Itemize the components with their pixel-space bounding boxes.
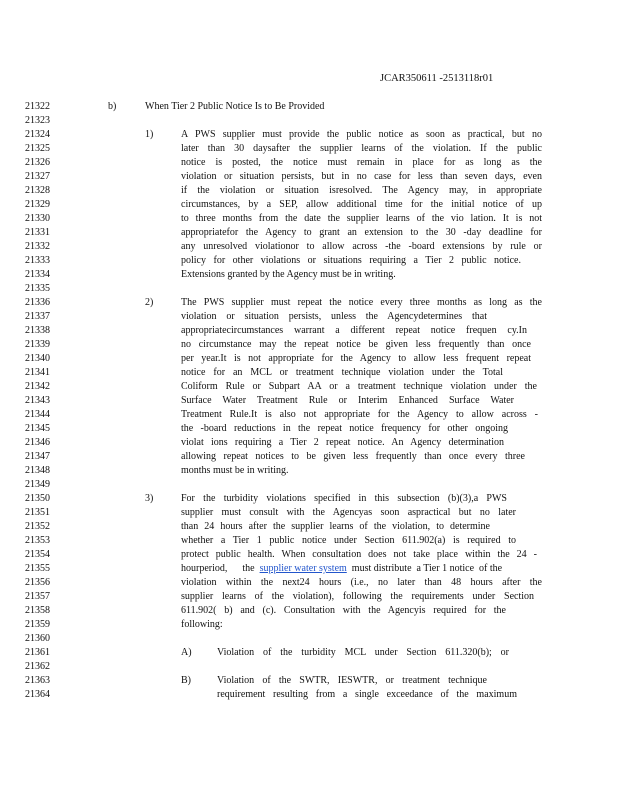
paragraph-line: following: bbox=[181, 619, 223, 630]
line-number: 21347 bbox=[25, 451, 50, 462]
paragraph-line: violat ions requiring a Tier 2 repeat notice. An Agency determination bbox=[181, 437, 504, 448]
line-number: 21329 bbox=[25, 199, 50, 210]
line-number: 21350 bbox=[25, 493, 50, 504]
paragraph-line: Treatment Rule.It is also not appropriate for the Agency to allow across - bbox=[181, 409, 538, 420]
line-number: 21323 bbox=[25, 115, 50, 126]
line-number: 21356 bbox=[25, 577, 50, 588]
paragraph-line: months must be in writing. bbox=[181, 465, 289, 476]
line-number: 21348 bbox=[25, 465, 50, 476]
paragraph-line: policy for other violations or situations requiring a Tier 2 public notice. bbox=[181, 255, 521, 266]
line-number: 21328 bbox=[25, 185, 50, 196]
document-id-header: JCAR350611 -2513118r01 bbox=[380, 73, 494, 84]
paragraph-line: the -board reductions in the repeat notice frequency for other ongoing bbox=[181, 423, 508, 434]
paragraph-line: Violation of the SWTR, IESWTR, or treatment technique bbox=[217, 675, 487, 686]
line-number: 21357 bbox=[25, 591, 50, 602]
line-number: 21355 bbox=[25, 563, 50, 574]
line-number: 21351 bbox=[25, 507, 50, 518]
paragraph-line: violation or situation persists, unless the Agencydetermines that bbox=[181, 311, 487, 322]
paragraph-line: than 24 hours after the supplier learns of the violation, to determine bbox=[181, 521, 490, 532]
subitem-number: B) bbox=[181, 675, 191, 686]
paragraph-line: A PWS supplier must provide the public notice as soon as practical, but no bbox=[181, 129, 542, 140]
paragraph-line: violation within the next24 hours (i.e., no later than 48 hours after the bbox=[181, 577, 542, 588]
paragraph-line bbox=[181, 563, 542, 575]
paragraph-line: per year.It is not appropriate for the Agency to allow less frequent repeat bbox=[181, 353, 531, 364]
line-number: 21361 bbox=[25, 647, 50, 658]
line-number: 21332 bbox=[25, 241, 50, 252]
line-number: 21322 bbox=[25, 101, 50, 112]
paragraph-line: no circumstance may the repeat notice be given less frequently than once bbox=[181, 339, 531, 350]
line-number: 21352 bbox=[25, 521, 50, 532]
paragraph-line: requirement resulting from a single exceedance of the maximum bbox=[217, 689, 517, 700]
line-number: 21327 bbox=[25, 171, 50, 182]
section-heading: When Tier 2 Public Notice Is to Be Provided bbox=[145, 101, 325, 112]
line-number: 21335 bbox=[25, 283, 50, 294]
line-number: 21337 bbox=[25, 311, 50, 322]
line-number: 21344 bbox=[25, 409, 50, 420]
paragraph-line: notice for an MCL or treatment technique violation under the Total bbox=[181, 367, 503, 378]
paragraph-line: Extensions granted by the Agency must be in writing. bbox=[181, 269, 396, 280]
line-number: 21342 bbox=[25, 381, 50, 392]
line-number: 21349 bbox=[25, 479, 50, 490]
paragraph-line: circumstances, by a SEP, allow additional time for the initial notice of up bbox=[181, 199, 542, 210]
line-number: 21360 bbox=[25, 633, 50, 644]
paragraph-line: 611.902( b) and (c). Consultation with the Agencyis required for the bbox=[181, 605, 506, 616]
paragraph-line: to three months from the date the supplier learns of the vio lation. It is not bbox=[181, 213, 542, 224]
line-number: 21340 bbox=[25, 353, 50, 364]
line-segment: must distribute a Tier 1 notice of the bbox=[346, 563, 503, 574]
item-number: 2) bbox=[145, 297, 154, 308]
line-segment: hourperiod, the bbox=[181, 563, 260, 574]
paragraph-line: whether a Tier 1 public notice under Section 611.902(a) is required to bbox=[181, 535, 516, 546]
item-number: 1) bbox=[145, 129, 154, 140]
line-number: 21325 bbox=[25, 143, 50, 154]
line-number: 21336 bbox=[25, 297, 50, 308]
line-number: 21326 bbox=[25, 157, 50, 168]
paragraph-line: notice is posted, the notice must remain in place for as long as the bbox=[181, 157, 542, 168]
line-number: 21353 bbox=[25, 535, 50, 546]
line-number: 21324 bbox=[25, 129, 50, 140]
paragraph-line: any unresolved violationor to allow across -the -board extensions by rule or bbox=[181, 241, 542, 252]
paragraph-line: protect public health. When consultation does not take place within the 24 - bbox=[181, 549, 537, 560]
section-label: b) bbox=[108, 101, 117, 112]
paragraph-line: allowing repeat notices to be given less frequently than once every three bbox=[181, 451, 525, 462]
line-number: 21331 bbox=[25, 227, 50, 238]
paragraph-line: appropriatecircumstances warrant a different repeat notice frequen cy.In bbox=[181, 325, 527, 336]
line-number: 21358 bbox=[25, 605, 50, 616]
line-number: 21330 bbox=[25, 213, 50, 224]
line-number: 21334 bbox=[25, 269, 50, 280]
paragraph-line: later than 30 daysafter the supplier learns of the violation. If the public bbox=[181, 143, 542, 154]
paragraph-line: The PWS supplier must repeat the notice every three months as long as the bbox=[181, 297, 542, 308]
paragraph-line: supplier learns of the violation), following the requirements under Section bbox=[181, 591, 534, 602]
line-number: 21359 bbox=[25, 619, 50, 630]
line-number: 21339 bbox=[25, 339, 50, 350]
paragraph-line: For the turbidity violations specified in this subsection (b)(3),a PWS bbox=[181, 493, 507, 504]
line-number: 21343 bbox=[25, 395, 50, 406]
item-number: 3) bbox=[145, 493, 154, 504]
line-number: 21338 bbox=[25, 325, 50, 336]
line-number: 21354 bbox=[25, 549, 50, 560]
line-number: 21346 bbox=[25, 437, 50, 448]
paragraph-line: Coliform Rule or Subpart AA or a treatment technique violation under the bbox=[181, 381, 537, 392]
line-number: 21364 bbox=[25, 689, 50, 700]
paragraph-line: appropriatefor the Agency to grant an extension to the 30 -day deadline for bbox=[181, 227, 542, 238]
subitem-number: A) bbox=[181, 647, 192, 658]
paragraph-line: violation or situation persists, but in no case for less than seven days, even bbox=[181, 171, 542, 182]
line-number: 21362 bbox=[25, 661, 50, 672]
supplier-water-system-link[interactable]: supplier water system bbox=[259, 563, 347, 574]
paragraph-line: Violation of the turbidity MCL under Section 611.320(b); or bbox=[217, 647, 509, 658]
line-number: 21345 bbox=[25, 423, 50, 434]
line-number: 21363 bbox=[25, 675, 50, 686]
paragraph-line: if the violation or situation isresolved. The Agency may, in appropriate bbox=[181, 185, 542, 196]
line-number: 21333 bbox=[25, 255, 50, 266]
paragraph-line: supplier must consult with the Agencyas soon aspractical but no later bbox=[181, 507, 516, 518]
line-number: 21341 bbox=[25, 367, 50, 378]
paragraph-line: Surface Water Treatment Rule or Interim Enhanced Surface Water bbox=[181, 395, 514, 406]
